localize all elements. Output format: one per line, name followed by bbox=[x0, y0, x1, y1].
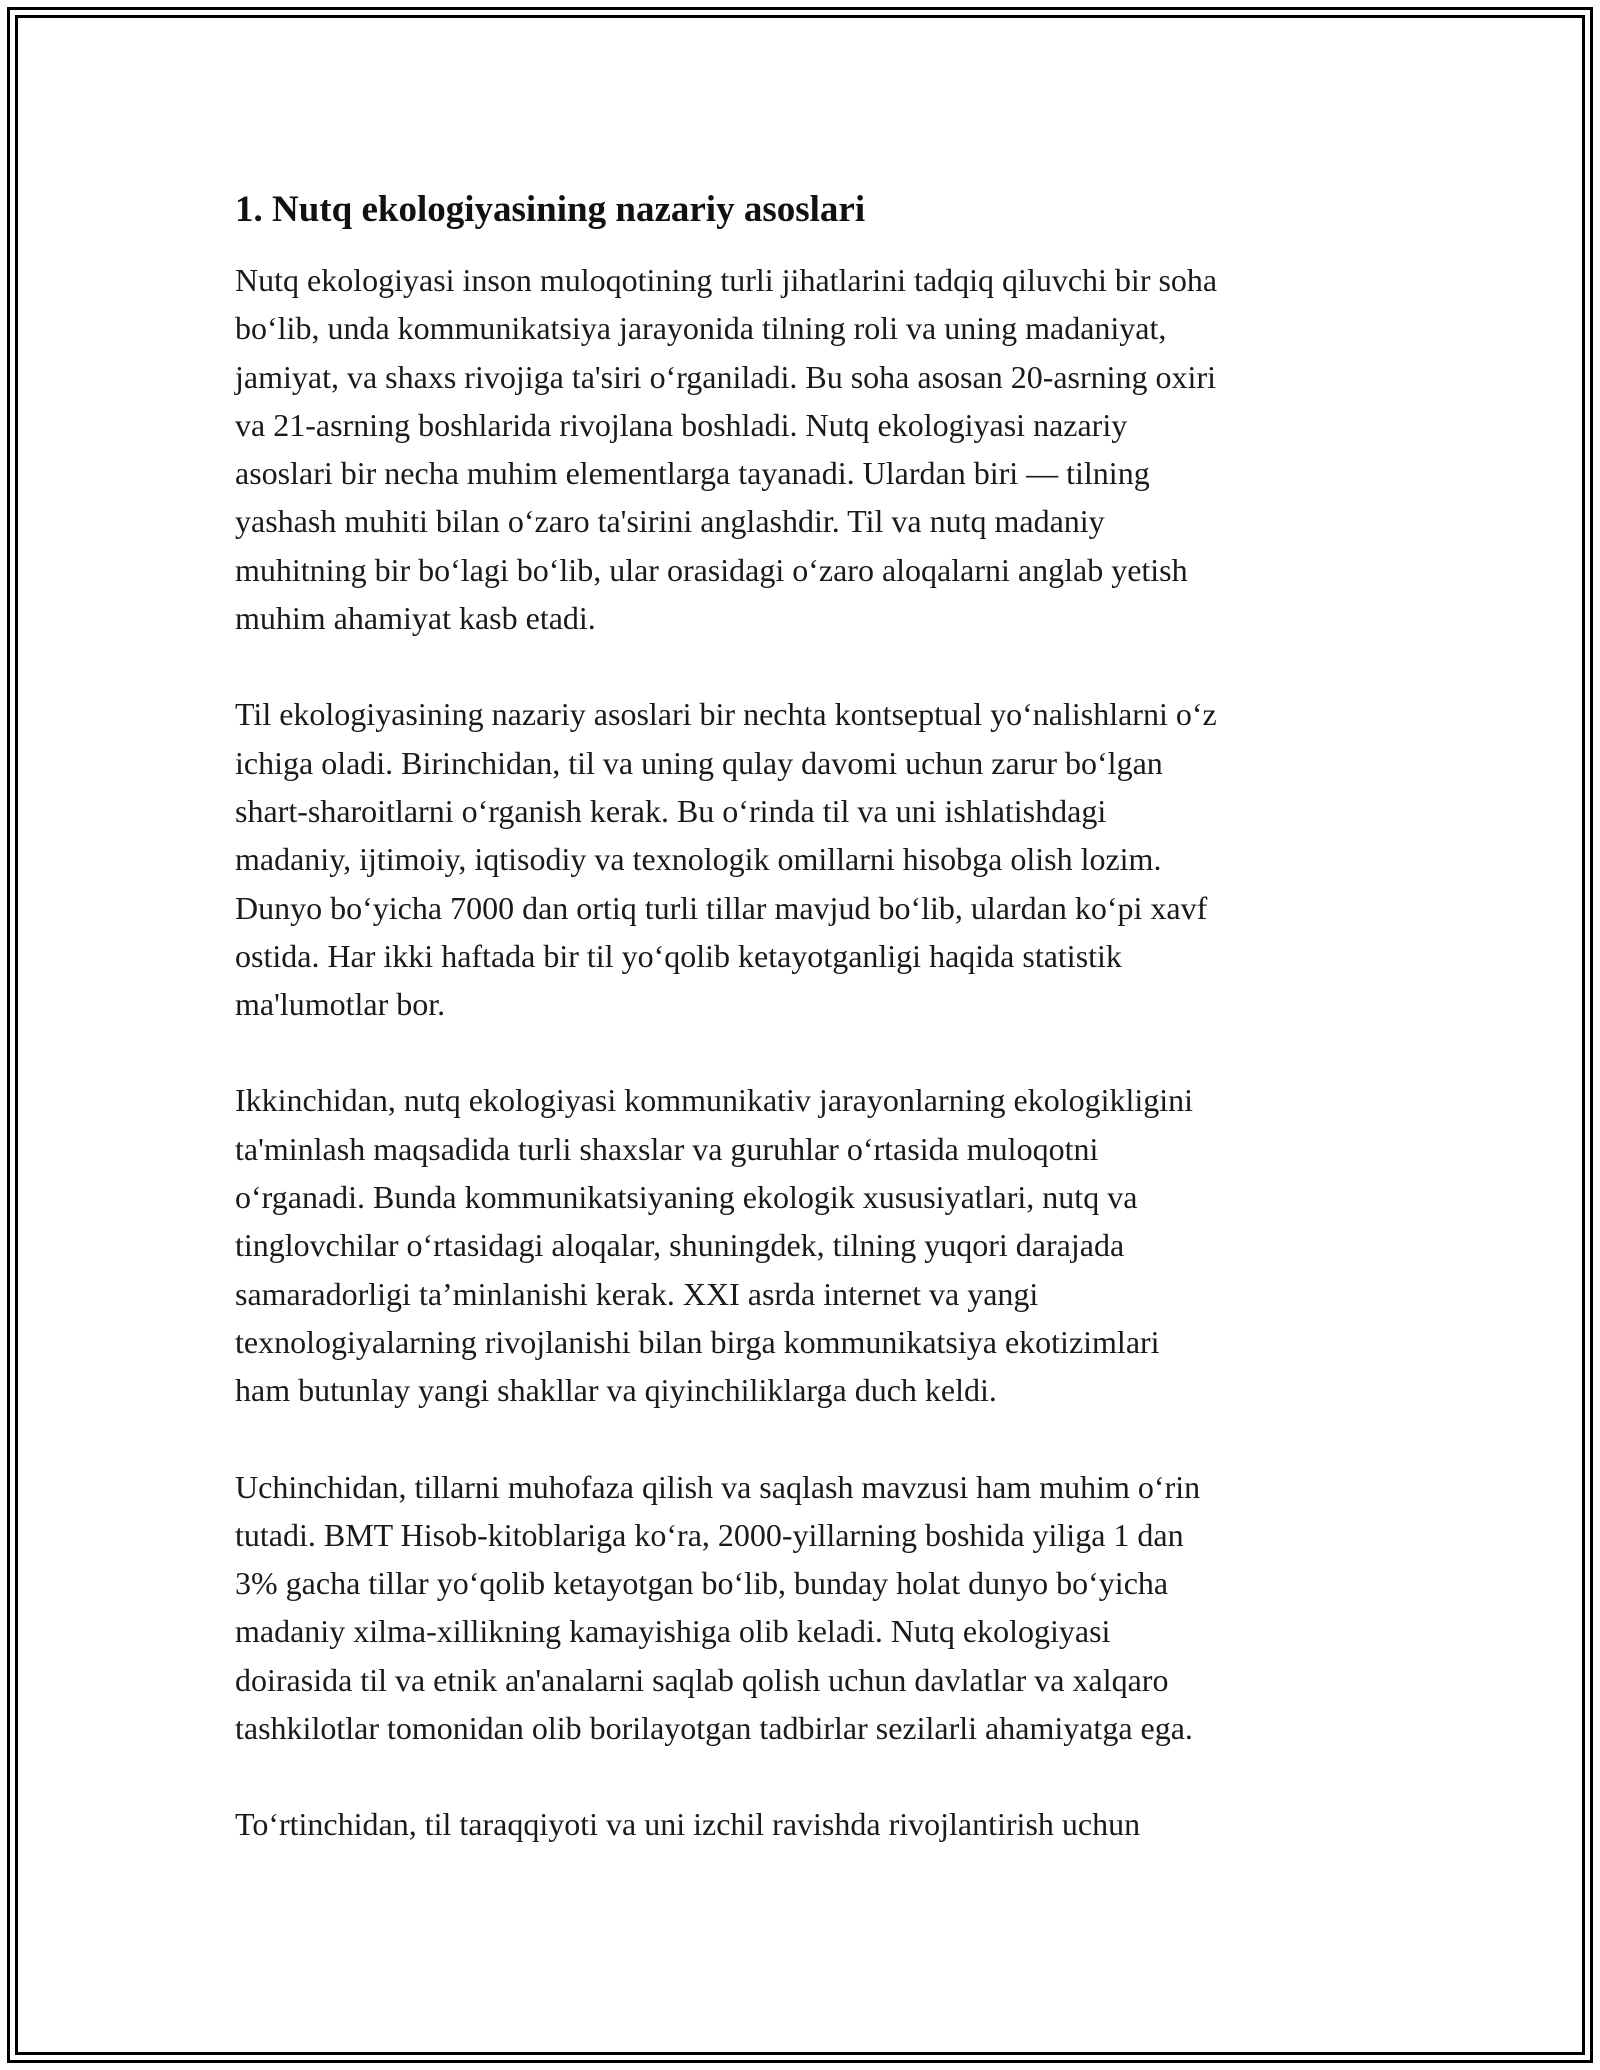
paragraph-5: To‘rtinchidan, til taraqqiyoti va uni izchil ravishda rivojlantirish uchun bbox=[235, 1806, 1141, 1843]
document-body bbox=[235, 186, 1375, 1897]
paragraph-2: Til ekologiyasining nazariy asoslari bir nechta kontseptual yo‘nalishlarni o‘z ichiga oladi. Birinchidan, til va uning qulay davomi uchun zarur bo‘lgan shart-sharoitlarni o‘rganish kerak. Bu o‘rinda til va uni ishlatishdagi madaniy, ijtimoiy, iqtisodiy va texnologik omillarni hisobga olish lozim. Dunyo bo‘yicha 7000 dan ortiq turli tillar mavjud bo‘lib, ulardan ko‘pi xavf ostida. Har ikki haftada bir til yo‘qolib ketayotganligi haqida statistik ma'lumotlar bor. bbox=[235, 696, 1217, 1023]
section-heading: 1. Nutq ekologiyasining nazariy asoslari bbox=[235, 189, 866, 230]
paragraph-4: Uchinchidan, tillarni muhofaza qilish va saqlash mavzusi ham muhim o‘rin tutadi. BMT Hisob-kitoblariga ko‘ra, 2000-yillarning boshida yiliga 1 dan 3% gacha tillar yo‘qolib ketayotgan bo‘lib, bunday holat dunyo bo‘yicha madaniy xilma-xillikning kamayishiga olib keladi. Nutq ekologiyasi doirasida til va etnik an'analarni saqlab qolish uchun davlatlar va xalqaro tashkilotlar tomonidan olib borilayotgan tadbirlar sezilarli ahamiyatga ega. bbox=[235, 1468, 1201, 1747]
paragraph-3: Ikkinchidan, nutq ekologiyasi kommunikativ jarayonlarning ekologikligini ta'minlash maqsadida turli shaxslar va guruhlar o‘rtasida muloqotni o‘rganadi. Bunda kommunikatsiyaning ekologik xususiyatlari, nutq va tinglovchilar o‘rtasidagi aloqalar, shuningdek, tilning yuqori darajada samaradorligi ta’minlanishi kerak. XXI asrda internet va yangi texnologiyalarning rivojlanishi bilan birga kommunikatsiya ekotizimlari ham butunlay yangi shakllar va qiyinchiliklarga duch keldi. bbox=[235, 1082, 1194, 1409]
paragraph-1: Nutq ekologiyasi inson muloqotining turli jihatlarini tadqiq qiluvchi bir soha bo‘lib, unda kommunikatsiya jarayonida tilning roli va uning madaniyat, jamiyat, va shaxs rivojiga ta'siri o‘rganiladi. Bu soha asosan 20-asrning oxiri va 21-asrning boshlarida rivojlana boshladi. Nutq ekologiyasi nazariy asoslari bir necha muhim elementlarga tayanadi. Ulardan biri — tilning yashash muhiti bilan o‘zaro ta'sirini anglashdir. Til va nutq madaniy muhitning bir bo‘lagi bo‘lib, ular orasidagi o‘zaro aloqalarni anglab yetish muhim ahamiyat kasb etadi. bbox=[235, 262, 1218, 637]
